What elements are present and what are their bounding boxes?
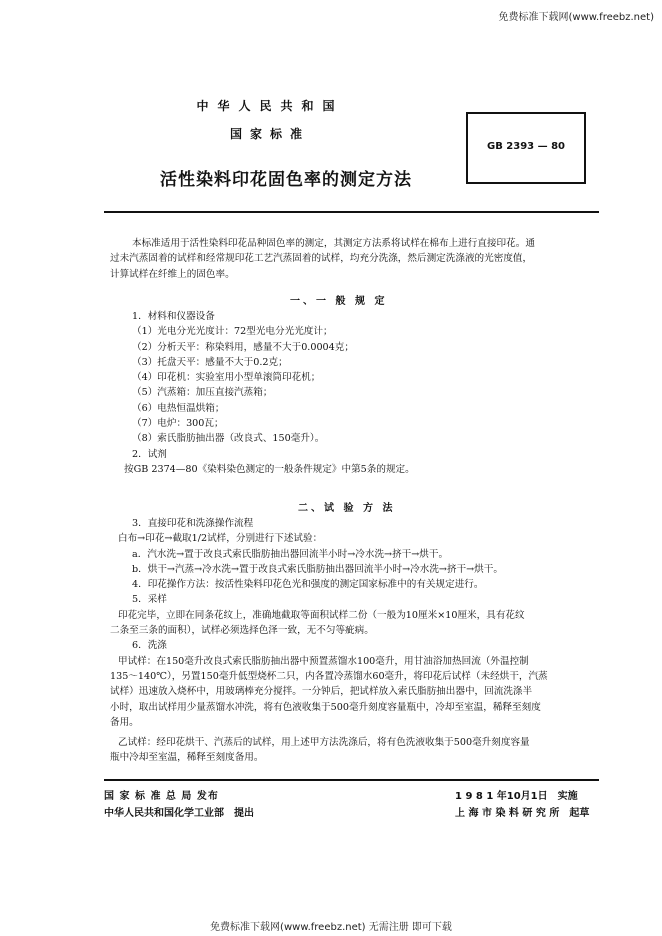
equipment-item: （5）汽蒸箱：加压直接汽蒸箱； bbox=[132, 387, 273, 399]
item-5-text: 二条至三条的面积），试样必须选择色泽一致，无不匀等疵病。 bbox=[110, 625, 374, 637]
proposer: 中华人民共和国化学工业部 提出 bbox=[104, 808, 254, 819]
wash-a-line: 试样）迅速放入烧杯中，用玻璃棒充分搅拌。一分钟后，把试样放入索氏脂肪抽出器中，回流洗涤半 bbox=[110, 686, 533, 698]
standard-code: GB 2393 — 80 bbox=[486, 141, 566, 152]
section2-body bbox=[110, 516, 605, 766]
intro-line: 本标准适用于活性染料印花品种固色率的测定，其测定方法系将试样在棉布上进行直接印花。通 bbox=[132, 238, 535, 249]
item-4: 4．印花操作方法：按活性染料印花色光和强度的测定国家标准中的有关规定进行。 bbox=[132, 579, 484, 591]
wash-a-line: 甲试样：在150毫升改良式索氏脂肪抽出器中预置蒸馏水100毫升，用甘油浴加热回流（外温控制 bbox=[118, 655, 529, 667]
country-heading: 中华人民共和国 bbox=[196, 99, 344, 113]
flow-a: a．汽水洗→置于改良式索氏脂肪抽出器回流半小时→冷水洗→挤干→烘干。 bbox=[132, 548, 449, 560]
intro-paragraph bbox=[110, 236, 605, 282]
flow-b: b．烘干→汽蒸→冷水洗→置于改良式索氏脂肪抽出器回流半小时→冷水洗→挤干→烘干。 bbox=[132, 563, 503, 575]
flow-intro: 白布→印花→截取1/2试样，分别进行下述试验： bbox=[118, 533, 323, 545]
item-5-heading: 5．采样 bbox=[132, 594, 167, 606]
wash-a-line: 小时，取出试样用少量蒸馏水冲洗，将有色液收集于500毫升刻度容量瓶中，冷却至室温，稀释至刻度 bbox=[110, 701, 541, 713]
document-title: 活性染料印花固色率的测定方法 bbox=[160, 170, 412, 190]
drafter: 上 海 市 染 料 研 究 所 起草 bbox=[455, 808, 590, 819]
item-6-heading: 6．洗涤 bbox=[132, 640, 167, 652]
section2-heading: 二、试 验 方 法 bbox=[298, 503, 396, 514]
equipment-item: （3）托盘天平：感量不大于0.2克； bbox=[132, 356, 288, 368]
section1-body bbox=[124, 309, 602, 477]
bottom-download-link[interactable]: 免费标准下载网(www.freebz.net) 无需注册 即可下载 bbox=[210, 922, 452, 933]
top-rule bbox=[104, 211, 599, 213]
standard-code-box bbox=[466, 112, 586, 184]
equipment-item: （7）电炉：300瓦； bbox=[132, 418, 224, 430]
intro-line: 过未汽蒸固着的试样和经常规印花工艺汽蒸固着的试样，均充分洗涤，然后测定洗涤液的光密度值， bbox=[110, 253, 533, 265]
equipment-item: （2）分析天平：称染料用，感量不大于0.0004克； bbox=[132, 341, 354, 353]
intro-line: 计算试样在纤维上的固色率。 bbox=[110, 268, 235, 280]
wash-a-line: 备用。 bbox=[110, 716, 139, 728]
equipment-item: （1）光电分光光度计：72型光电分光光度计； bbox=[132, 326, 333, 338]
national-standard-heading: 国家标准 bbox=[229, 127, 310, 141]
item-1-heading: 1．材料和仪器设备 bbox=[132, 311, 215, 322]
item-2-heading: 2．试剂 bbox=[132, 448, 167, 460]
item-2-text: 按GB 2374—80《染料染色测定的一般条件规定》中第5条的规定。 bbox=[124, 463, 415, 475]
equipment-item: （8）索氏脂肪抽出器（改良式、150毫升）。 bbox=[132, 433, 325, 445]
issuer: 国 家 标 准 总 局 发布 bbox=[104, 791, 219, 802]
wash-b-line: 乙试样：经印花烘干、汽蒸后的试样，用上述甲方法洗涤后，将有色洗液收集于500毫升刻度容量 bbox=[118, 737, 530, 749]
equipment-item: （4）印花机：实验室用小型单滚筒印花机； bbox=[132, 372, 321, 384]
item-5-text: 印花完毕，立即在同条花纹上，准确地截取等面积试样二份（一般为10厘米×10厘米，具有花纹 bbox=[118, 609, 525, 621]
equipment-item: （6）电热恒温烘箱； bbox=[132, 402, 225, 414]
wash-b-line: 瓶中冷却至室温，稀释至刻度备用。 bbox=[110, 752, 264, 764]
site-header[interactable]: 免费标准下载网(www.freebz.net) bbox=[498, 12, 654, 23]
item-3-heading: 3．直接印花和洗涤操作流程 bbox=[132, 518, 254, 529]
wash-a-line: 135～140℃），另置150毫升低型烧杯二只，内各置冷蒸馏水60毫升，将印花后试样（未经烘干，汽蒸 bbox=[110, 670, 548, 682]
implementation-date: 1 9 8 1 年10月1日 实施 bbox=[455, 791, 578, 802]
footer-rule bbox=[104, 779, 599, 781]
section1-heading: 一、一 般 规 定 bbox=[290, 296, 388, 307]
